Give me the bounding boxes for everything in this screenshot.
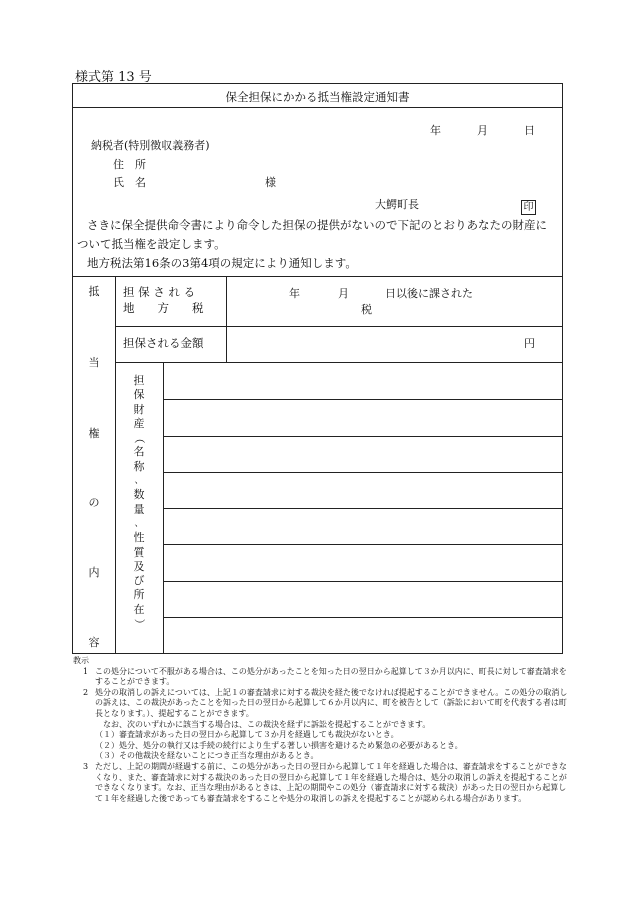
- body-line-3: 地方税法第16条の3第4項の規定により通知します。: [87, 256, 357, 270]
- row1-divider: [115, 326, 562, 327]
- side-char-3: 権: [88, 427, 100, 440]
- body-line-2: ついて抵当権を設定します。: [77, 237, 226, 251]
- seal-mark: [521, 195, 536, 215]
- tax-suffix: 税: [361, 303, 372, 316]
- property-label: 担 保 財 産 （ 名 称 、 数 量 、 性 質 及 び 所 在 ）: [133, 374, 147, 630]
- notice-form: [72, 83, 563, 654]
- exception-1: （１）審査請求があった日の翌日から起算して３か月を経過しても裁決がないとき。: [95, 730, 399, 740]
- table-row: [163, 617, 562, 618]
- side-char-1: 抵: [88, 285, 100, 298]
- label-column-border: [226, 276, 227, 363]
- secured-tax-label-1: 担 保 さ れ る: [123, 285, 196, 299]
- honorific: 様: [265, 176, 276, 189]
- tax-month: 月: [338, 287, 349, 300]
- table-row: [163, 581, 562, 582]
- table-row: [163, 436, 562, 437]
- table-row: [163, 544, 562, 545]
- side-char-4: の: [88, 496, 100, 509]
- exception-intro: なお、次のいずれかに該当する場合は、この裁決を経ずに訴訟を提起することができます。: [103, 719, 431, 729]
- name-label: 氏 名: [113, 176, 146, 189]
- title-divider: [73, 107, 562, 108]
- side-char-6: 容: [88, 636, 100, 649]
- body-line-1: さきに保全提供命令書により命令した担保の提供がないので下記のとおりあなたの財産に: [87, 218, 547, 232]
- date-year: 年: [430, 124, 441, 137]
- date-day: 日: [524, 124, 535, 137]
- instructions-heading: 教示: [73, 656, 89, 665]
- address-label: 住 所: [113, 158, 146, 171]
- secured-amount-label: 担保される金額: [123, 336, 204, 350]
- date-month: 月: [477, 124, 488, 137]
- form-number: 様式第 13 号: [75, 70, 152, 85]
- form-title: 保全担保にかかる抵当権設定通知書: [225, 90, 410, 104]
- issuer-name: 大鰐町長: [375, 198, 419, 211]
- instruction-item-3: 3 ただし、上記の期間が経過する前に、この処分があった日の翌日から起算して１年を経過した場合は、審査請求をすることができなくなり、また、審査請求に対する裁決のあった日の翌日から起算して１年を経過した場合は、処分の取消しの訴えを提起することができなくなります。なお、正当な理由があるときは、上記の期間やこの処分（審査請求に対する裁決）があった日の翌日から起算して１年を経過した後であっても審査請求をすることや処分の取消しの訴えを提起することが認められる場合があります。: [83, 761, 567, 803]
- exception-3: （３）その他裁決を経ないことにつき正当な理由があるとき。: [95, 751, 319, 761]
- secured-tax-label-2: 地 方 税: [123, 301, 204, 315]
- table-row: [163, 508, 562, 509]
- table-row: [163, 399, 562, 400]
- table-row: [163, 472, 562, 473]
- tax-from-day: 日以後に課された: [385, 287, 473, 300]
- side-char-2: 当: [88, 356, 100, 369]
- instructions: [73, 656, 568, 804]
- seal-icon: 印: [521, 200, 536, 215]
- exception-2: （２）処分、処分の執行又は手続の続行により生ずる著しい損害を避けるため緊急の必要があるとき。: [95, 740, 463, 750]
- tax-year: 年: [289, 287, 300, 300]
- taxpayer-heading: 納税者(特別徴収義務者): [91, 139, 210, 152]
- instruction-item-1: 1 この処分について不服がある場合は、この処分があったことを知った日の翌日から起算して３か月以内に、町長に対して審査請求をすることができます。: [83, 666, 567, 687]
- row2-divider: [115, 362, 562, 363]
- side-char-5: 内: [88, 566, 100, 579]
- table-top-border: [73, 276, 562, 277]
- amount-unit: 円: [524, 337, 535, 350]
- instruction-item-2: 2 処分の取消しの訴えについては、上記１の審査請求に対する裁決を経た後でなければ提起することができません。この処分の取消しの訴えは、この裁決があったことを知った日の翌日から起算して６か月以内に、町を被告として（訴訟において町を代表する者は町長となります。）、提起することができます。: [83, 687, 568, 718]
